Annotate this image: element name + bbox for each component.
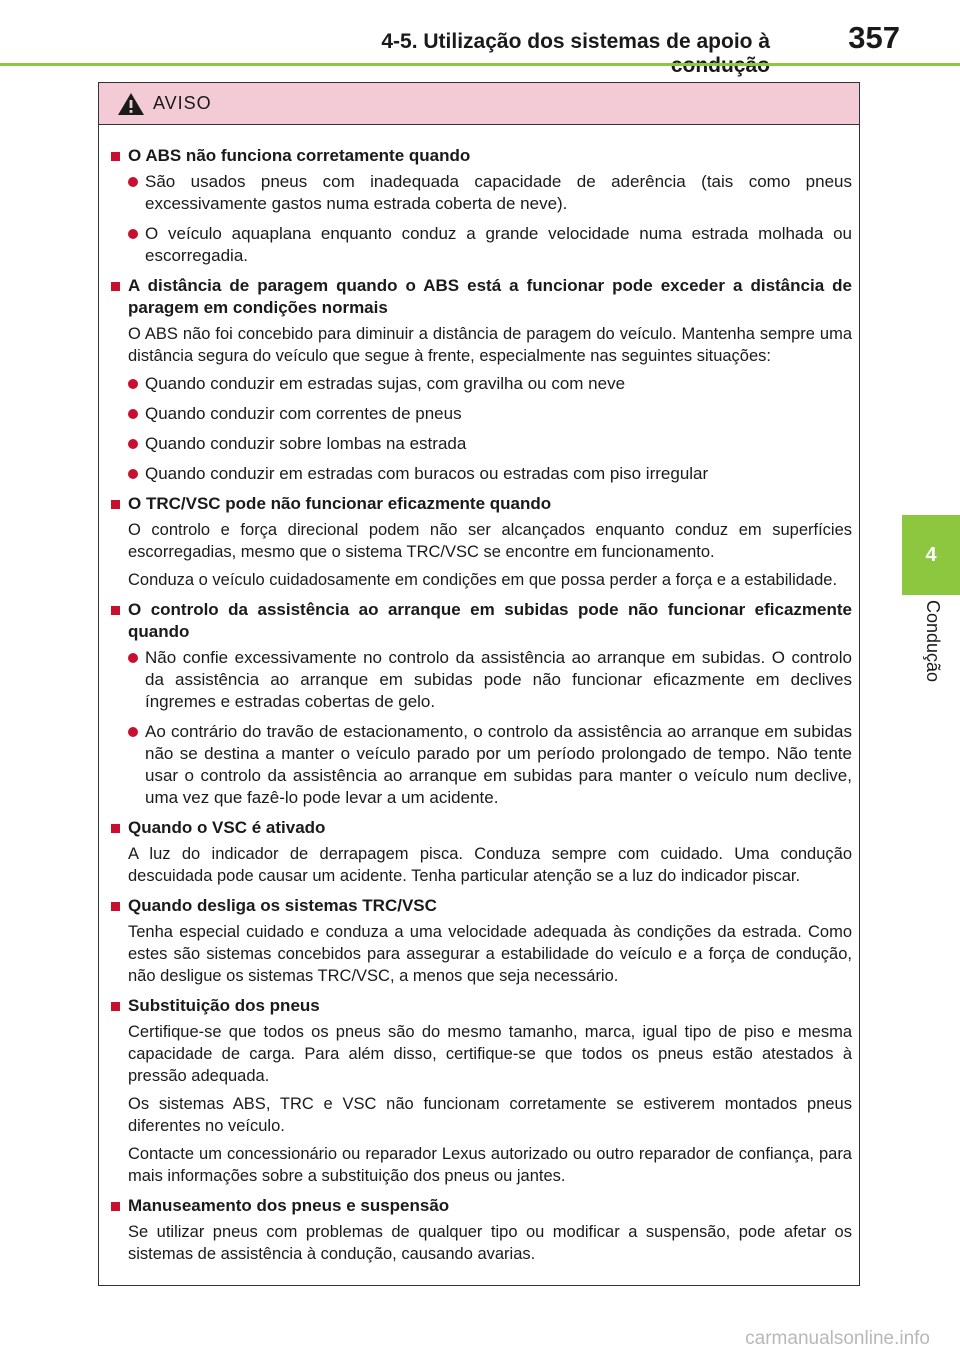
warning-body xyxy=(99,125,859,1265)
bullet-item xyxy=(128,171,852,215)
round-bullet-icon xyxy=(128,409,138,419)
watermark: carmanualsonline.info xyxy=(745,1328,930,1349)
section-heading-text: Substituição dos pneus xyxy=(128,996,320,1015)
warning-section xyxy=(110,895,852,987)
square-bullet-icon xyxy=(111,1002,120,1011)
warning-box xyxy=(98,82,860,1286)
section-heading xyxy=(110,493,852,515)
bullet-text: O veículo aquaplana enquanto conduz a grande velocidade numa estrada molhada ou escorregadia. xyxy=(145,224,852,265)
round-bullet-icon xyxy=(128,727,138,737)
bullet-text: Quando conduzir com correntes de pneus xyxy=(145,404,462,423)
bullet-text: Ao contrário do travão de estacionamento, o controlo da assistência ao arranque em subidas não se destina a manter o veículo parado por um período prolongado de tempo. Não tente usar o controlo da assistência ao arranque em subidas para manter o veículo num declive, uma vez que fazê-lo pode levar a um acidente. xyxy=(145,722,852,807)
section-heading xyxy=(110,1195,852,1217)
warning-section xyxy=(110,493,852,591)
square-bullet-icon xyxy=(111,824,120,833)
chapter-label: Condução xyxy=(923,600,943,683)
round-bullet-icon xyxy=(128,177,138,187)
section-heading xyxy=(110,817,852,839)
round-bullet-icon xyxy=(128,379,138,389)
square-bullet-icon xyxy=(111,902,120,911)
bullet-item xyxy=(128,373,852,395)
running-header-title: 4-5. Utilização dos sistemas de apoio à xyxy=(381,30,770,53)
bullet-item xyxy=(128,223,852,267)
warning-section xyxy=(110,145,852,267)
warning-header xyxy=(99,83,859,125)
section-heading xyxy=(110,599,852,643)
bullet-text: Quando conduzir em estradas sujas, com gravilha ou com neve xyxy=(145,374,626,393)
warning-section xyxy=(110,995,852,1187)
section-heading-text: O ABS não funciona corretamente quando xyxy=(128,146,471,165)
bullet-text: Quando conduzir sobre lombas na estrada xyxy=(145,434,467,453)
warning-title: AVISO xyxy=(153,93,212,113)
bullet-item xyxy=(128,463,852,485)
header-rule xyxy=(0,63,960,66)
section-paragraph: Certifique-se que todos os pneus são do mesmo tamanho, marca, igual tipo de piso e mesma capacidade de carga. Para além disso, certifique-se que todos os pneus estão atestados à pressão adequada. xyxy=(128,1023,852,1085)
square-bullet-icon xyxy=(111,500,120,509)
square-bullet-icon xyxy=(111,282,120,291)
section-paragraph: Os sistemas ABS, TRC e VSC não funcionam corretamente se estiverem montados pneus diferentes no veículo. xyxy=(128,1095,852,1135)
section-heading-text: Manuseamento dos pneus e suspensão xyxy=(128,1196,450,1215)
bullet-item xyxy=(128,433,852,455)
round-bullet-icon xyxy=(128,469,138,479)
section-heading-text: Quando desliga os sistemas TRC/VSC xyxy=(128,896,437,915)
section-paragraph: Tenha especial cuidado e conduza a uma velocidade adequada às condições da estrada. Como estes são sistemas concebidos para assegurar a estabilidade do veículo e a força de condução, não desligue os sistemas TRC/VSC, a menos que seja necessário. xyxy=(128,923,852,985)
warning-section xyxy=(110,817,852,887)
warning-section xyxy=(110,599,852,809)
round-bullet-icon xyxy=(128,229,138,239)
section-heading xyxy=(110,145,852,167)
section-heading-text: O TRC/VSC pode não funcionar eficazmente quando xyxy=(128,494,552,513)
round-bullet-icon xyxy=(128,653,138,663)
section-paragraph: Se utilizar pneus com problemas de qualquer tipo ou modificar a suspensão, pode afetar os sistemas de assistência à condução, causando avarias. xyxy=(128,1223,852,1263)
round-bullet-icon xyxy=(128,439,138,449)
section-heading xyxy=(110,275,852,319)
section-paragraph: A luz do indicador de derrapagem pisca. Conduza sempre com cuidado. Uma condução descuidada pode causar um acidente. Tenha particular atenção se a luz do indicador piscar. xyxy=(128,845,852,885)
warning-triangle-icon xyxy=(117,92,145,116)
square-bullet-icon xyxy=(111,1202,120,1211)
section-paragraph: O ABS não foi concebido para diminuir a distância de paragem do veículo. Mantenha sempre uma distância segura do veículo que segue à frente, especialmente nas seguintes situações: xyxy=(128,325,852,365)
warning-section xyxy=(110,275,852,485)
bullet-item xyxy=(128,721,852,809)
bullet-text: Quando conduzir em estradas com buracos ou estradas com piso irregular xyxy=(145,464,709,483)
section-heading-text: O controlo da assistência ao arranque em subidas pode não funcionar eficazmente quando xyxy=(128,600,852,641)
page-number: 357 xyxy=(848,20,900,55)
section-paragraph: Conduza o veículo cuidadosamente em condições em que possa perder a força e a estabilidade. xyxy=(128,571,838,589)
section-heading xyxy=(110,895,852,917)
bullet-item xyxy=(128,403,852,425)
section-heading-text: A distância de paragem quando o ABS está a funcionar pode exceder a distância de paragem em condições normais xyxy=(128,276,852,317)
square-bullet-icon xyxy=(111,606,120,615)
square-bullet-icon xyxy=(111,152,120,161)
bullet-text: São usados pneus com inadequada capacidade de aderência (tais como pneus excessivamente gastos numa estrada coberta de neve). xyxy=(145,172,852,213)
section-heading xyxy=(110,995,852,1017)
section-paragraph: O controlo e força direcional podem não ser alcançados enquanto conduz em superfícies escorregadias, mesmo que o sistema TRC/VSC se encontre em funcionamento. xyxy=(128,521,852,561)
section-heading-text: Quando o VSC é ativado xyxy=(128,818,326,837)
section-paragraph: Contacte um concessionário ou reparador Lexus autorizado ou outro reparador de confiança, para mais informações sobre a substituição dos pneus ou jantes. xyxy=(128,1145,852,1185)
bullet-item xyxy=(128,647,852,713)
warning-section xyxy=(110,1195,852,1265)
bullet-text: Não confie excessivamente no controlo da assistência ao arranque em subidas. O controlo da assistência ao arranque em subidas pode não funcionar eficazmente em declives íngremes e estradas cobertas de gelo. xyxy=(145,648,852,711)
chapter-tab[interactable] xyxy=(902,515,960,595)
chapter-number: 4 xyxy=(925,543,937,566)
